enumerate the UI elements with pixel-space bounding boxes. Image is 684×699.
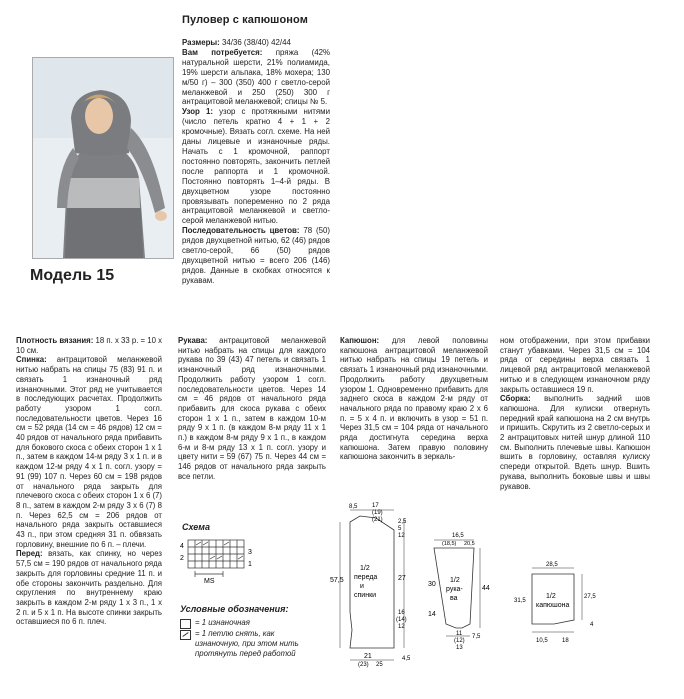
chart-row-label-4: 4 — [180, 543, 184, 550]
pattern-label: Узор 1: — [182, 107, 213, 117]
front-value: вязать, как спинку, но через 57,5 см = 190 рядов от начального ряда закрыть для горловины средние 11 п. и обе стороны закончить раздельно. Для скругления по внутреннему краю закрыть в каждом 2-м ряду 1 х 3 п., 1 х 2 п. и 5 х 1 п. На высоте спинки закрыть оставшиеся по 6 п. плеч. — [16, 549, 162, 627]
body-dim-8: 57,5 — [330, 577, 344, 584]
sleeve-dim-5: 44 — [482, 585, 490, 592]
sleeve-label: Рукава: — [178, 336, 208, 345]
body-dim-5: 2,5 — [398, 519, 407, 525]
body-dim-14: (23) — [358, 662, 369, 668]
sequence-label: Последовательность цветов: — [182, 226, 300, 236]
schema-title: Схема — [182, 522, 210, 532]
legend-title: Условные обозначения: — [180, 604, 289, 614]
stitch-chart — [178, 536, 258, 586]
body-dim-11: (14) — [396, 617, 407, 623]
body-dim-10: 16 — [398, 610, 405, 616]
front-label: Перед: — [16, 549, 43, 559]
body-dim-16: 4,5 — [402, 656, 411, 662]
sleeve-label: 1/2 рука-ва — [446, 577, 463, 602]
density-value: 18 п. х 33 р. = 10 х 10 см. — [16, 336, 163, 355]
body-dim-15: 25 — [376, 662, 383, 668]
chart-row-label-1: 1 — [248, 561, 252, 568]
body-label: 1/2 переда и спинки — [354, 565, 378, 599]
sizes-value: 34/36 (38/40) 42/44 — [221, 38, 291, 47]
sleeve-dim-6: 14 — [428, 611, 436, 618]
chart-row-label-3: 3 — [248, 549, 252, 556]
hood-value: для левой половины капюшона антрацитовой меланжевой нитью набрать на спицы 19 петель и связать 1 изнаночный ряд изнаночными. Продолжить работу двухцветным узором 1. Одновременно прибавить для заднего скоса в каждом 2-м ряду от начального ряда по правому краю 2 х 6 п. = 5 х 4 п. и включить в узор = 51 п. Через 31,5 см = 104 ряда от начального ряда достигнута середина верха капюшона. Затем правую половину капюшона закончить в зеркаль- — [340, 336, 488, 462]
hood-dim-2: 31,5 — [514, 598, 526, 604]
back-label: Спинка: — [16, 355, 47, 365]
hood-diagram — [510, 556, 610, 656]
sleeve-dim-8: (12) — [454, 638, 465, 644]
sleeve-dim-3: 20,5 — [464, 541, 475, 547]
body-dim-1: 8,5 — [349, 504, 358, 510]
legend — [180, 618, 320, 659]
body-dim-6: 5 — [398, 526, 402, 532]
column-1 — [16, 336, 162, 627]
legend-text-purl: = 1 изнаночная — [195, 618, 250, 627]
sizes-label: Размеры: — [182, 38, 220, 47]
body-dim-3: (19) — [372, 510, 383, 516]
body-dim-2: 17 — [372, 503, 379, 509]
hood-label: 1/2 капюшона — [536, 593, 570, 609]
body-dim-7: 12 — [398, 533, 405, 539]
sequence-value: 78 (50) рядов двухцветной нитью, 62 (46) рядов светло-серой, 66 (50) рядов двухцветной нитью = всего 206 (146) рядов. Данные в скобках относятся к рукавам. — [182, 226, 330, 285]
body-dim-13: 21 — [364, 653, 372, 660]
need-label: Вам потребуется: — [182, 47, 263, 57]
hood-dim-6: 18 — [562, 638, 569, 644]
page-title: Пуловер с капюшоном — [182, 14, 308, 26]
sleeve-diagram — [424, 528, 504, 668]
model-label: Модель 15 — [30, 267, 115, 284]
model-photo-illustration — [33, 58, 173, 258]
hood-label: Капюшон: — [340, 336, 380, 345]
column-3 — [340, 336, 488, 462]
slip-stitch-symbol-icon — [180, 630, 191, 640]
sleeve-value: антрацитовой меланжевой нитью набрать на спицы для каждого рукава по 39 (43) 47 петель и связать 1 изнаночный ряд изнаночными. Продолжить работу узором 1 согл. последовательности цветов. Через 14 см = 46 рядов от начального ряда прибавить для скоса рукава с обеих сторон 1 х 1 п., затем в каждом 10-м ряду 9 х 1 п. (в каждом 8-м ряду 11 х 1 п.) в каждом 8-м ряду 9 х 1 п., в каждом 6-м и 8-м ряду 13 х 1 п. согл. узору и цвету нити = 59 (67) 75 п. Через 44 см = 146 рядов от начального ряда закрыть все петли. — [178, 336, 326, 481]
chart-row-label-2: 2 — [180, 555, 184, 562]
sleeve-dim-10: 7,5 — [472, 634, 481, 640]
sleeve-dim-4: 30 — [428, 581, 436, 588]
pattern-value: узор с протяжными нитями (число петель кратно 4 + 1 + 2 кромочные). Вязать согл. схеме. На ней даны лицевые и изнаночные ряды. Начать с 1 кромочной, раппорт постоянно повторять, закончить петлей после раппорта и 1 кромочной. Постоянно повторять 1–4-й ряды. В двухцветном узоре постоянно провязывать попеременно по 2 ряда антрацитовой меланжевой и светло-серой меланжевой нитью. — [182, 107, 330, 226]
hood-continuation: ном отображении, при этом прибавки станут убавками. Через 31,5 см = 104 ряда от середины верха связать 1 лицевой ряд антрацитовой меланжевой нитью и в следующем изнаночном ряду закрыть оставшиеся 19 п. — [500, 336, 650, 394]
hood-dim-5: 10,5 — [536, 638, 548, 644]
back-value: антрацитовой меланжевой нитью набрать на спицы 75 (83) 91 п. и связать 1 изнаночный ряд изнаночными. Этот ряд не учитывается в последующих расчетах. Продолжить работу узором 1 согл. последовательности цветов. Через 16 см = 52 ряда (14 см = 46 рядов) 12 см = 40 рядов от начального ряда прибавить для бокового скоса с обеих сторон 1 х 1 п., затем в каждом 14-м ряду 3 х 1 п. и в каждом 12-м ряду 4 х 1 п. согл. узору = 91 (99) 107 п. Через 60 см = 198 рядов от начального ряда закрыть для плечевого скоса с обеих сторон 1 х 6 (7) 8 п., затем в каждом 2-м ряду 3 х 6 (7) 8 п. Через 62,5 см = 206 рядов от начального ряда закрыть оставшиеся 43 п., при этом средняя 31 п. обвязать горловину, внешние по 6 п. – плечи. — [16, 355, 162, 549]
legend-item-slip — [180, 629, 320, 659]
sleeve-dim-7: 11 — [456, 631, 463, 637]
legend-item-purl — [180, 618, 320, 629]
intro-text — [182, 38, 330, 286]
sleeve-dim-9: 13 — [456, 645, 463, 651]
assembly-label: Сборка: — [500, 394, 531, 404]
purl-symbol-icon — [180, 619, 191, 629]
body-dim-12: 12 — [398, 624, 405, 630]
need-value: пряжа (42% натуральной шерсти, 21% полиамида, 19% шерсти альпака, 18% мохера; 130 м/50 г) – 300 (350) 400 г светло-серой меланжевой и 250 (250) 300 г антрацитовой меланжевой; спицы № 5. — [182, 47, 330, 107]
body-dim-9: 27 — [398, 575, 406, 582]
column-4 — [500, 336, 650, 491]
legend-text-slip: = 1 петлю снять, как изнаночную, при этом нить протянуть перед работой — [195, 629, 299, 658]
body-dim-4: (21) — [372, 517, 383, 523]
sleeve-dim-2: (18,5) — [442, 541, 457, 547]
body-diagram — [330, 500, 420, 695]
column-2 — [178, 336, 326, 482]
hood-dim-1: 28,5 — [546, 562, 558, 568]
chart-ms-label: MS — [204, 578, 215, 585]
density-label: Плотность вязания: — [16, 336, 94, 345]
assembly-value: выполнить задний шов капюшона. Для кулиски отвернуть передний край капюшона на 2 см внутрь и пришить. Скрутить из 2 светло-серых и 2 антрацитовых нитей шнур длиной 110 см. Выполнить плечевые швы. Капюшон вшить в горловину, оставляя кулиску спереди открытой. Вдеть шнур. Вшить рукава, выполнить боковые швы и швы рукавов. — [500, 394, 650, 491]
sleeve-dim-1: 16,5 — [452, 533, 464, 539]
model-photo — [32, 57, 174, 259]
hood-dim-3: 27,5 — [584, 594, 596, 600]
hood-dim-4: 4 — [590, 622, 594, 628]
